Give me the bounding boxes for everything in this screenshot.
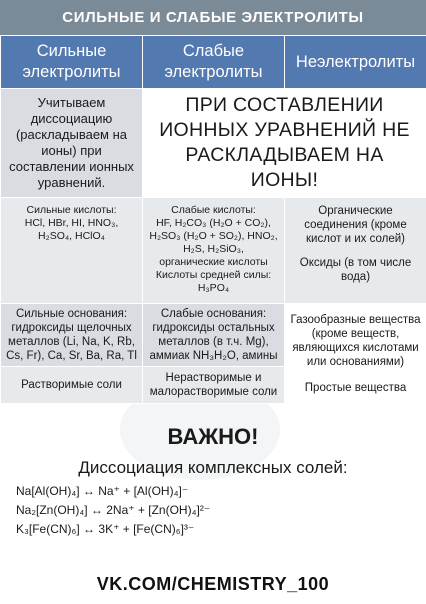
weak-bases-text: гидроксиды остальных металлов (в т.ч. Mg), аммиак NH₃H₂O, амины [149,322,278,362]
medium-acids-label: Кислоты средней силы: [155,269,272,281]
soluble-salts-cell [1,367,143,404]
strong-acids-line2: H₂SO₄, HClO₄ [38,230,105,242]
nonelectrolytes-organic: Органические соединения (кроме кислот и их солей) [304,205,407,245]
weak-acids-line2: H₂SO₃ (H₂O + SO₂), HNO₂, [149,230,278,242]
title-bar [0,0,426,35]
weak-bases-cell [143,304,285,367]
weak-bases-label: Слабые основания: [160,308,267,320]
column-header-strong: Сильные электролиты [1,36,143,89]
formula-line: Na₂[Zn(OH)₄] ↔ 2Na⁺ + [Zn(OH)₄]²⁻ [16,503,211,517]
insoluble-salts: Нерастворимые и малорастворимые соли [149,372,278,398]
weak-acids-cell [143,198,285,304]
nonelectrolytes-simple: Простые вещества [304,381,407,394]
nonelectrolytes-gases-cell [285,304,426,404]
nonelectrolytes-organic-cell [285,198,426,304]
no-dissociation-cell [143,89,426,198]
strong-bases-text: гидроксиды щелочных металлов (Li, Na, K, Rb, Cs, Fr), Ca, Sr, Ba, Ra, Tl [6,322,137,362]
strong-acids-line1: HCl, HBr, HI, HNO₃, [24,217,119,229]
strong-acids-cell [1,198,143,304]
formula-line: Na[Al(OH)₄] ↔ Na⁺ + [Al(OH)₄]⁻ [16,484,189,498]
column-header-non: Неэлектролиты [285,36,426,89]
formula-line: K₃[Fe(CN)₆] ↔ 3K⁺ + [Fe(CN)₆]³⁻ [16,522,195,536]
soluble-salts: Растворимые соли [21,379,122,391]
strong-bases-cell [1,304,143,367]
weak-acids-label: Слабые кислоты: [171,204,256,216]
footer-link[interactable]: VK.COM/CHEMISTRY_100 [96,574,330,594]
complex-salt-formulas [16,482,210,539]
insoluble-salts-cell [143,367,285,404]
strong-acids-label: Сильные кислоты: [26,204,117,216]
strong-dissociation-cell [1,89,143,198]
page-title: СИЛЬНЫЕ И СЛАБЫЕ ЭЛЕКТРОЛИТЫ [62,9,364,26]
dissociation-explain-text: Учитываем диссоциацию (раскладываем на ионы) при составлении ионных уравнений. [9,95,134,190]
no-dissociation-note: ПРИ СОСТАВЛЕНИИ ИОННЫХ УРАВНЕНИЙ НЕ РАСКЛАДЫВАЕМ НА ИОНЫ! [159,94,410,191]
column-header-weak: Слабые электролиты [143,36,285,89]
electrolytes-table [0,35,426,404]
complex-salts-heading: Диссоциация комплексных солей: [78,458,348,477]
nonelectrolytes-oxides: Оксиды (в том числе вода) [299,257,412,283]
weak-acids-line4: органические кислоты [159,256,268,268]
important-heading: ВАЖНО! [167,424,259,449]
weak-acids-line1: HF, H₂CO₃ (H₂O + CO₂), [156,217,271,229]
weak-acids-line3: H₂S, H₂SiO₃, [183,243,244,255]
nonelectrolytes-gases: Газообразные вещества (кроме веществ, являющихся кислотами или основаниями) [290,313,421,368]
strong-bases-label: Сильные основания: [15,308,128,320]
medium-acids-line: H₃PO₄ [197,282,230,294]
